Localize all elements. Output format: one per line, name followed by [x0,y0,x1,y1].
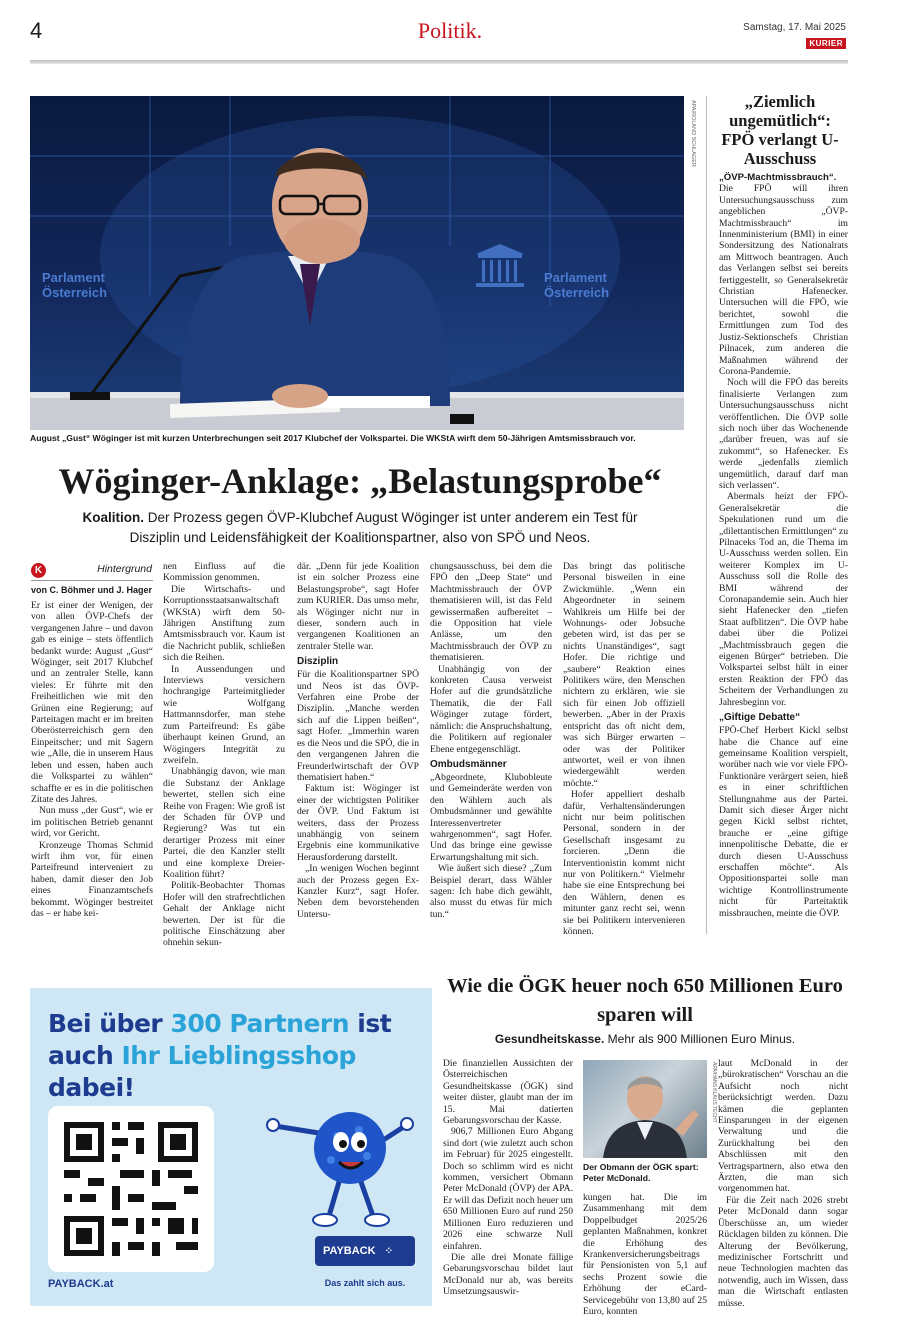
main-headline: Wöginger-Anklage: „Belastungsprobe“ [58,461,662,501]
oegk-standfirst-text: Mehr als 900 Millionen Euro Minus. [607,1032,796,1046]
main-photo [30,96,684,430]
article-subhead: Ombudsmänner [430,758,507,770]
article-subhead: Disziplin [297,656,339,668]
article-paragraph: 906,7 Millionen Euro Abgang sind dort (wie zuletzt auch schon im Februar) für 2025 eingestellt. Doch so schlimm wird es nicht kommen, versichert Obmann Peter McDonald (ÖVP) der APA. Er will das Defizit noch heuer um 650 Millionen Euro auf rund 250 Millionen Euro reduzieren und 2026 eine schwarze Null einfahren. [443,1126,574,1252]
payback-dots-icon: ⁘ [384,1246,393,1257]
section-title: Politik. [417,18,483,43]
ad-text: auch [48,1041,122,1070]
photo-illustration [30,96,684,430]
article-paragraph: Die Wirtschafts- und Korruptionsstaatsanwaltschaft (WKStA) wirft dem 50-Jährigen Anstiftung zum Amtsmissbrauch vor. Kaum ist die Nachricht publik, schließen sich die Reihen. [163,583,285,664]
oegk-standfirst-lead: Gesundheitskasse. [494,1032,605,1046]
photo-caption: Der Obmann der ÖGK spart: Peter McDonald. [583,1162,699,1183]
qr-code[interactable] [48,1106,214,1272]
ad-url-link[interactable]: PAYBACK.at [48,1278,114,1290]
article-paragraph: Er ist einer der Wenigen, der von allen ÖVP-Chefs der vergangenen Jahre – und davon gab es einige – stets öffentlich bedankt wurde: August „Gust“ Wöginger, seit 2017 Klubchef und an zentraler Stelle, kann vieles: Er führte mit den Freiheitlichen wie mit den Grünen eine Regierung; auf Parteitagen macht er im breiten Oberösterreichisch gern den Einpeitscher; und mit Sagern wie „Alle, die in unserem Haus leben und essen, haben auch die Volkspartei zu wählen“ schaffte er es in die politischen Zitate des Jahres. [31,600,153,805]
article-paragraph: „In wenigen Wochen beginnt auch der Prozess gegen Ex-Kanzler Kurz“, sagt Hofer. Neben dem bevorstehenden Untersu- [297,863,419,920]
payback-mascot-illustration [255,1086,435,1236]
mcdonald-photo [583,1060,707,1158]
article-paragraph: Die alle drei Monate fällige Gebarungsvorschau bildet laut McDonald nur ab, was bereits Umsetzungsauswir- [443,1251,573,1298]
qr-code-icon [48,1106,214,1272]
ad-text: ist [349,1009,392,1038]
backdrop-text-left-1: Parlament [42,270,105,285]
photo-credit: APA/HANS KLAUS TECHT [711,1062,717,1123]
main-standfirst [80,508,640,548]
ad-text-highlight: 300 Partnern [170,1009,350,1038]
payback-logo [315,1236,415,1266]
article-paragraph: Unabhängig davon, wie man die Substanz der Anklage bewertet, stellen sich eine Reihe von Fragen: Wie groß ist der Schaden für ÖVP und Regierung? Was tut ein derartiger Prozess mit einer Partei, die den Kanzler stellt und eine komplexe Dreier-Koalition führt? [163,766,285,880]
brand-logo: KURIER [806,38,846,49]
side-article-body [719,172,848,936]
article-paragraph: Abermals heizt der FPÖ-Generalsekretär die Spekulationen rund um die „dilettantischen Ermittlungen“ zu Pilnaceks Tod an, die Thema im U-Ausschuss werden sollen. Ein weiterer Komplex im U-Ausschuss soll die Rolle des BMI während der Coronapandemie sein. Auch hier sieht Hafenecker den „tiefen Staat aufblitzen“. Die ÖVP habe dabei über die Polizei „Machtmissbrauch gegen die eigenen Bürger“ betrieben. Die Volkspartei selbst hält in einer ersten Reaktion der FPÖ das Scheitern der Verhandlungen zu Jahresbeginn vor. [719,491,848,708]
article-paragraph: laut McDonald in der „bürokratischen“ Vorschau an die Aufsicht noch nicht berücksichtigt werden. Dazu kämen die geplanten Einsparungen in der eigenen Verwaltung und die Zurückhaltung bei den Abschlüssen mit den Vertragspartnern, also etwa den Ärzten, die man sich vorgenommen hat. [718,1058,848,1195]
article-paragraph: Wie äußert sich diese? „Zum Beispiel derart, dass Wähler sagen: Ich habe dich gewählt, also musst du etwas für mich tun.“ [430,863,552,920]
article-paragraph: chungsausschuss, bei dem die FPÖ den „Deep State“ und Machtmissbrauch der ÖVP thematisieren will, ist das Feld gewissermaßen aufbereitet – die Opposition hat viele Anlässe, um den Machtmissbrauch der ÖVP zu thematisieren. [430,561,552,664]
article-paragraph: Für die Koalitionspartner SPÖ und Neos ist das ÖVP-Verfahren eine Probe der Disziplin. „Manche werden sich auf die Lippen beißen“, sagt Hofer. „Immerhin waren es die Neos und die SPÖ, die in den vergangenen Jahren die Freunderlwirtschaft der ÖVP thematisiert haben.“ [297,669,419,783]
article-paragraph: Noch will die FPÖ das bereits finalisierte Verlangen zum Untersuchungsausschuss nicht veröffentlichen. Die ÖVP solle sich noch über das Wochenende „darüber freuen, was auf sie zukommt“, so Hafenecker. Es werde „jedenfalls ziemlich ungemütlich, darauf darf man sich verlassen“. [719,377,848,491]
payback-advertisement[interactable] [30,988,432,1306]
article-paragraph: Politik-Beobachter Thomas Hofer will den strafrechtlichen Gehalt der Anklage nicht bewerten. Der ist für die politische Einschätzung aber ohnehin sekun- [163,880,285,949]
backdrop-text-right-2: Österreich [544,285,610,300]
article-paragraph: Das bringt das politische Personal bisweilen in eine Zwickmühle. „Wenn ein Abgeordneter in seinem Wahlkreis um Hilfe bei der Wohnungs- oder Jobsuche gebeten wird, ist das per se nichts Unanständiges“, sagt Hofer. Die richtige und „saubere“ Reaktion eines Politikers wäre, den Menschen nichtern zu erklären, wie sie sich für einen Job offiziell bewerben. „Aber in der Praxis entspricht das oft nicht dem, was sich Bürger erwarten – oder was der Politiker antwortet, weil er von ihnen wiedergewählt werden möchte.“ [563,561,685,789]
side-headline: „Ziemlich ungemütlich“: FPÖ verlangt U-Ausschuss [721,92,839,168]
kicker-label: Hintergrund [97,563,152,575]
article-paragraph: In Aussendungen und Interviews versichern hochrangige Parteimitglieder wie Wolfgang Hattmannsdorfer, man stehe zum Parteifreund: Es gäbe überhaupt keinen Grund, an Wögingers Integrität zu zweifeln. [163,663,285,766]
column-divider [706,96,707,934]
portrait-illustration [583,1060,707,1158]
article-paragraph: Hofer appelliert deshalb dafür, Verhaltensänderungen nicht nur beim politischen Personal, sondern in der Gesellschaft insgesamt zu forcieren. „Denn die Interventionistin kommt nicht nur von Politikern.“ Vielmehr habe sie eine Entsprechung bei den Wählern, denen es mitunter ganz recht sei, wenn sie bei Politikern intervenieren können. [563,789,685,937]
article-paragraph: nen Einfluss auf die Kommission genommen. [163,561,285,584]
article-paragraph: Für die Zeit nach 2026 strebt Peter McDonald dann sogar Überschüsse an, um wieder Rücklagen bilden zu können. Die Alterung der Bevölkerung, medizinischer Fortschritt und neue Technologien machten das notwendig, auch im Wissen, dass man die Wirtschaft entlasten müsse. [718,1194,848,1309]
oegk-column-2 [583,1192,707,1318]
kicker-rule [31,580,153,581]
backdrop-text-left-2: Österreich [42,285,108,300]
oegk-column-3 [718,1058,848,1310]
oegk-standfirst [442,1032,848,1046]
article-paragraph: där. „Denn für jede Koalition ist ein solcher Prozess eine Belastungsprobe“, sagt Hofer zum KURIER. Das umso mehr, als Wöginger nicht nur in dieser, sondern auch in vergangenen Koalitionen an zentraler Stelle war. [297,561,419,652]
ad-headline-line-1 [48,1008,428,1040]
page-number: 4 [30,18,43,43]
main-article-column-1 [31,600,153,934]
author-line: von C. Böhmer und J. Hager [31,585,153,595]
photo-caption: August „Gust“ Wöginger ist mit kurzen Unterbrechungen seit 2017 Klubchef der Volkspartei. Die WKStA wirft dem 50-Jährigen Amtsmissbrauch vor. [30,433,636,443]
main-article-column-2 [163,561,285,949]
payback-brand: PAYBACK [323,1245,376,1257]
article-paragraph: Unabhängig von der konkreten Causa verweist Hofer auf die grundsätzliche Thematik, die der Fall Wöginger zutage fördert, nämlich: die Anspruchshaltung, die Politikern auf regionaler Ebene entgegenschlägt. [430,663,552,755]
article-paragraph: Kronzeuge Thomas Schmid wirft ihm vor, für einen Parteifreund interveniert zu haben, damit dieser den Job eines Finanzamtschefs bekommt. Wöginger bestreitet das – er habe kei- [31,839,153,919]
oegk-headline: Wie die ÖGK heuer noch 650 Millionen Euro sparen will [447,975,843,1026]
mascot-icon [255,1086,435,1236]
article-paragraph: FPÖ-Chef Herbert Kickl selbst habe die Chance auf eine gemeinsame Koalition verspielt, worüber nach wie vor viele FPÖ-Funktionäre verärgert seien, hieß es in einer schriftlichen Stellungnahme aus der Partei. Damit sich dieser Ärger nicht gegen Kickl selbst richtet, brauche er „eine giftige innenpolitische Debatte, die er durch diesen U-Ausschuss erschaffen möchte“. Als Oppositionspartei solle man wichtige Kontrollinstrumente nicht für Parteitaktik missbrauchen, meinte die ÖVP. [719,725,848,919]
ad-text: Bei über [48,1009,171,1038]
main-article-column-3 [297,561,419,934]
ad-slogan: Das zahlt sich aus. [324,1278,406,1288]
side-article-lead: „ÖVP-Machtmissbrauch“. [719,172,837,183]
article-paragraph [719,172,848,377]
kurier-badge-icon: K [31,563,46,578]
main-article-column-4 [430,561,552,934]
standfirst-lead: Koalition. [82,510,144,525]
article-paragraph: Faktum ist: Wöginger ist einer der wichtigsten Politiker der ÖVP. Und Faktum ist weiters, dass der Prozess unabhängig von seinem Ergebnis eine kommunikative Herausforderung darstellt. [297,783,419,863]
photo-credit: APA/ROLAND SCHLAGER [690,100,696,167]
header-rule [30,60,848,64]
standfirst-text: Der Prozess gegen ÖVP-Klubchef August Wöginger ist unter anderem ein Test für Disziplin und Leidensfähigkeit der Koalitionspartner, also von SPÖ und Neos. [129,510,638,545]
article-paragraph: Die finanziellen Aussichten der Österreichischen Gesundheitskasse (ÖGK) sind weiter düster, glaubt man der im 15. Mai datierten Gebarungsvorschau der Kasse. [443,1058,573,1127]
ad-text: dabei! [48,1073,135,1102]
issue-date: Samstag, 17. Mai 2025 [743,22,846,33]
article-subhead: „Giftige Debatte“ [719,712,801,724]
article-paragraph: Nun muss „der Gust“, wie er im politischen Betrieb genannt wird, vor Gericht. [31,805,153,840]
article-paragraph: „Abgeordnete, Klubobleute und Gemeinderäte werden von den Wählern auch als Ombudsmänner und gewählte Interessenvertreter wahrgenommen“, sagt Hofer. Und das bringe eine gewisse Erwartungshaltung mit sich. [430,771,552,863]
main-article-column-5 [563,561,685,937]
side-article-text: Die FPÖ will ihren Untersuchungsausschuss zum angeblichen „ÖVP-Machtmissbrauch“ im Innenministerium (BMI) in einer Sondersitzung des Nationalrats am Mittwoch beantragen. Auch das Verlangen selbst sei bereits fertiggestellt, so Generalsekretär Christian Hafenecker. Untersuchen will die FPÖ, wie berichtet, sowohl die Ermittlungen zum Tod des Justiz-Sektionschefs Christian Pilnacek, zum anderen die Maßnahmen während der Corona-Pandemie. [719,183,848,377]
ad-text-highlight: Ihr Lieblingsshop [121,1041,356,1070]
article-paragraph: kungen hat. Die im Zusammenhang mit dem Doppelbudget 2025/26 geplanten Maßnahmen, konkret die Erhöhung des Krankenversicherungsbeitrags für Pensionisten von 5,1 auf sechs Prozent sowie die Erhöhung der eCard-Servicegebühr von 13,80 auf 25 Euro, konnten [583,1192,707,1318]
backdrop-text-right-1: Parlament [544,270,607,285]
oegk-column-1 [443,1058,573,1310]
